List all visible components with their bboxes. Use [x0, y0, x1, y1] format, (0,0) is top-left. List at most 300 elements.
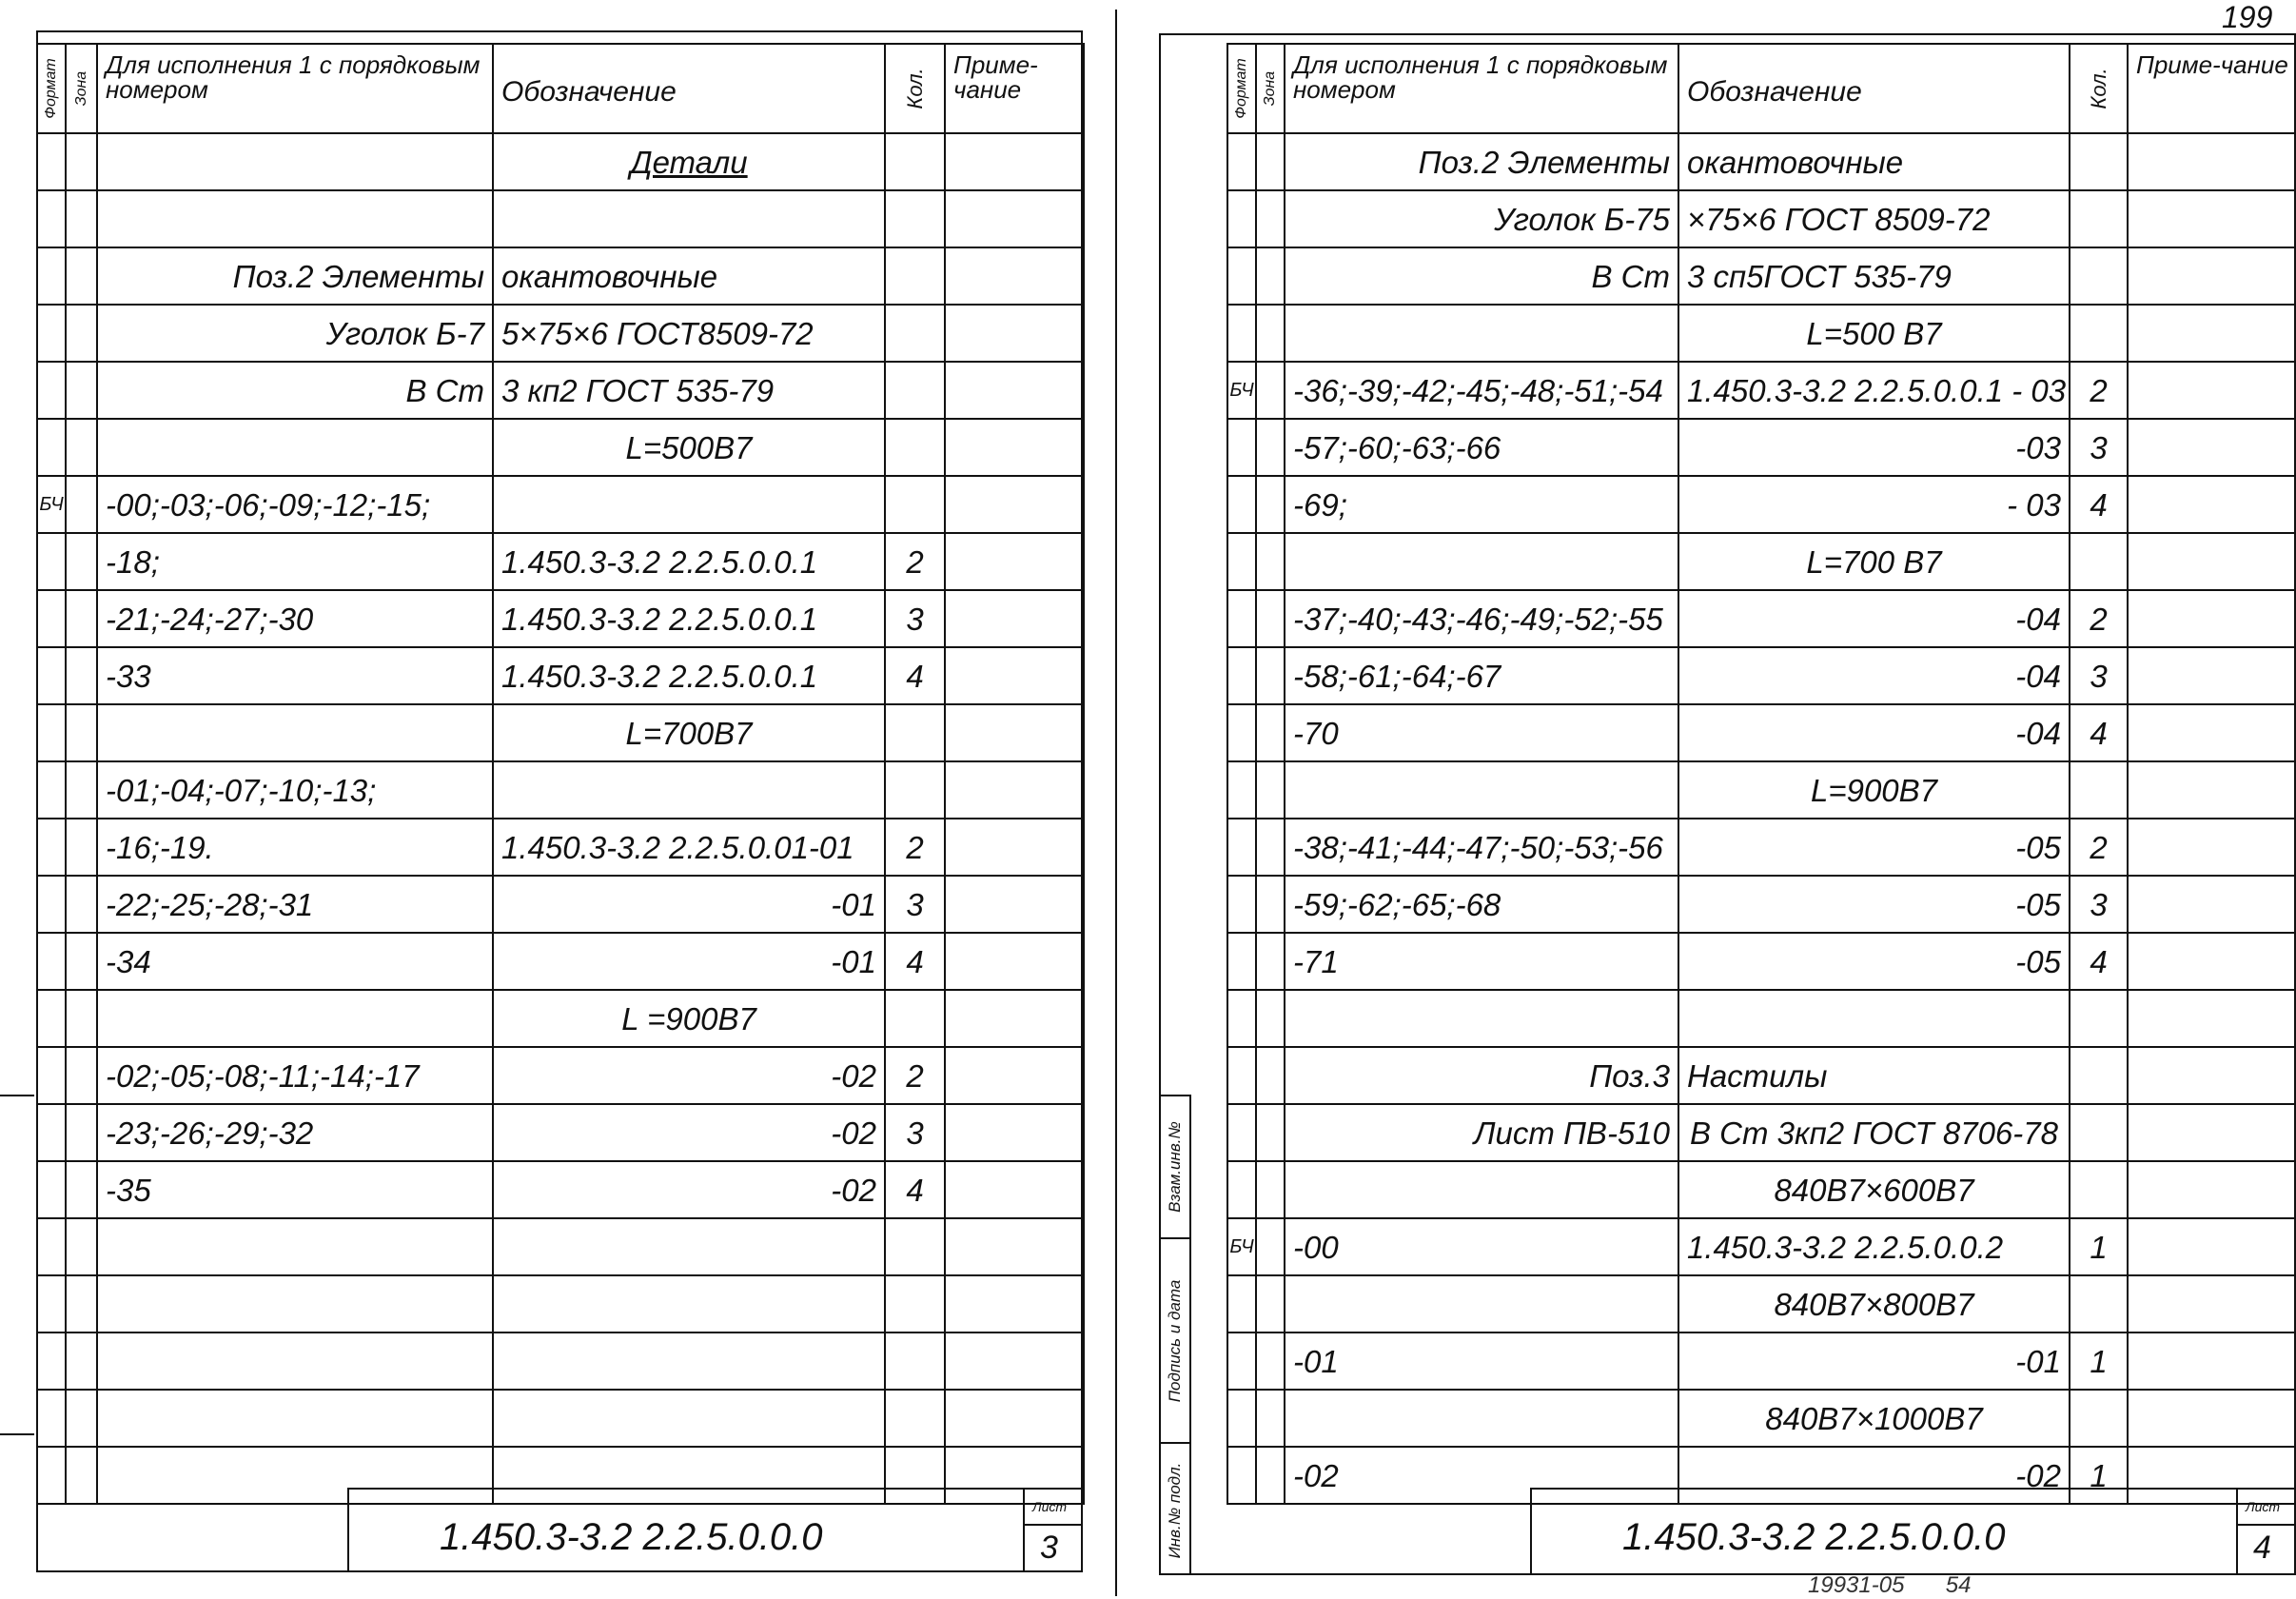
qty-cell: 4: [2070, 933, 2128, 990]
table-row: [1227, 476, 2296, 533]
designation-cell: [493, 190, 885, 247]
table-row: [37, 704, 1084, 761]
qty-cell: 2: [885, 1047, 945, 1104]
zone-cell: [66, 1047, 97, 1104]
table-header: [37, 44, 1084, 133]
table-row: [1227, 761, 2296, 819]
note-cell: [2128, 819, 2296, 876]
designation-cell: L=900В7: [1678, 761, 2070, 819]
format-cell: БЧ: [1227, 362, 1256, 419]
note-cell: [2128, 419, 2296, 476]
designation-cell: 1.450.3-3.2 2.2.5.0.0.1: [493, 533, 885, 590]
table-row: [1227, 819, 2296, 876]
table-row: [37, 1047, 1084, 1104]
zone-cell: [66, 1104, 97, 1161]
designation-cell: [493, 1332, 885, 1390]
format-cell: [1227, 876, 1256, 933]
qty-cell: [885, 133, 945, 190]
zone-cell: [1256, 590, 1285, 647]
zone-cell: [66, 647, 97, 704]
note-cell: [2128, 876, 2296, 933]
table-row: [1227, 1161, 2296, 1218]
format-cell: [37, 704, 66, 761]
format-cell: [1227, 1161, 1256, 1218]
designation-cell: L =900В7: [493, 990, 885, 1047]
designation-cell: -01: [493, 876, 885, 933]
designation-cell: [493, 761, 885, 819]
zone-cell: [66, 1161, 97, 1218]
page-number: 199: [2222, 0, 2273, 34]
execution-cell: -02: [1285, 1447, 1678, 1504]
title-code: 1.450.3-3.2 2.2.5.0.0.0: [440, 1516, 823, 1558]
designation-cell: - 03: [1678, 476, 2070, 533]
qty-cell: [885, 362, 945, 419]
note-cell: [2128, 1390, 2296, 1447]
qty-cell: 4: [885, 933, 945, 990]
note-cell: [945, 933, 1084, 990]
designation-cell: окантовочные: [1678, 133, 2070, 190]
note-cell: [945, 1390, 1084, 1447]
execution-cell: [1285, 761, 1678, 819]
header-designation: Обозначение: [1678, 44, 2070, 133]
format-cell: [37, 1218, 66, 1275]
qty-cell: [885, 1275, 945, 1332]
execution-cell: -18;: [97, 533, 493, 590]
qty-cell: [885, 305, 945, 362]
format-cell: [37, 133, 66, 190]
note-cell: [945, 819, 1084, 876]
designation-cell: -01: [493, 933, 885, 990]
note-cell: [945, 305, 1084, 362]
zone-cell: [1256, 476, 1285, 533]
format-cell: [37, 1447, 66, 1504]
format-cell: [37, 761, 66, 819]
qty-cell: 3: [885, 1104, 945, 1161]
table-row: [1227, 419, 2296, 476]
format-cell: [37, 1275, 66, 1332]
note-cell: [2128, 476, 2296, 533]
execution-cell: [1285, 1390, 1678, 1447]
note-cell: [2128, 590, 2296, 647]
note-cell: [2128, 1104, 2296, 1161]
note-cell: [2128, 761, 2296, 819]
sheet-number-cell: [1023, 1490, 1083, 1570]
zone-cell: [66, 704, 97, 761]
execution-cell: -01: [1285, 1332, 1678, 1390]
qty-cell: 3: [2070, 647, 2128, 704]
note-cell: [945, 533, 1084, 590]
qty-cell: [2070, 1275, 2128, 1332]
execution-cell: -69;: [1285, 476, 1678, 533]
note-cell: [2128, 647, 2296, 704]
execution-cell: [97, 1390, 493, 1447]
right-sheet: [1123, 0, 2296, 1596]
execution-cell: -00;-03;-06;-09;-12;-15;: [97, 476, 493, 533]
zone-cell: [66, 533, 97, 590]
qty-cell: [2070, 1390, 2128, 1447]
execution-cell: [1285, 1161, 1678, 1218]
title-code: 1.450.3-3.2 2.2.5.0.0.0: [1622, 1516, 2006, 1558]
execution-cell: -37;-40;-43;-46;-49;-52;-55: [1285, 590, 1678, 647]
stamp-cell-original-inv: Инв.№ подл.: [1166, 1462, 1184, 1559]
format-cell: [1227, 247, 1256, 305]
header-for-execution: Для исполнения 1 с порядковым номером: [97, 44, 493, 133]
execution-cell: -22;-25;-28;-31: [97, 876, 493, 933]
zone-cell: [1256, 1447, 1285, 1504]
execution-cell: -21;-24;-27;-30: [97, 590, 493, 647]
format-cell: [37, 1332, 66, 1390]
zone-cell: [1256, 1161, 1285, 1218]
zone-cell: [1256, 247, 1285, 305]
execution-cell: [97, 419, 493, 476]
header-qty: Кол.: [2070, 44, 2128, 133]
qty-cell: 2: [2070, 362, 2128, 419]
note-cell: [945, 647, 1084, 704]
designation-cell: -02: [493, 1104, 885, 1161]
execution-cell: В Ст: [97, 362, 493, 419]
execution-cell: В Ст: [1285, 247, 1678, 305]
qty-cell: 4: [2070, 704, 2128, 761]
sheet-label: Лист: [1032, 1499, 1068, 1514]
qty-cell: 4: [885, 1161, 945, 1218]
header-for-execution: Для исполнения 1 с порядковым номером: [1285, 44, 1678, 133]
designation-cell: -05: [1678, 876, 2070, 933]
note-cell: [945, 362, 1084, 419]
zone-cell: [1256, 1275, 1285, 1332]
qty-cell: 1: [2070, 1218, 2128, 1275]
designation-cell: -04: [1678, 590, 2070, 647]
designation-cell: -04: [1678, 647, 2070, 704]
execution-cell: Уголок Б-7: [97, 305, 493, 362]
table-row: [37, 190, 1084, 247]
execution-cell: [97, 1275, 493, 1332]
format-cell: [37, 419, 66, 476]
table-row: [37, 305, 1084, 362]
format-cell: [37, 590, 66, 647]
qty-cell: 4: [885, 647, 945, 704]
note-cell: [2128, 305, 2296, 362]
designation-cell: [493, 1390, 885, 1447]
qty-cell: [885, 247, 945, 305]
designation-cell: -03: [1678, 419, 2070, 476]
archive-page: 54: [1945, 1572, 1972, 1598]
format-cell: [1227, 419, 1256, 476]
format-cell: [37, 647, 66, 704]
designation-cell: -04: [1678, 704, 2070, 761]
sheet-number-cell: [2236, 1490, 2296, 1573]
zone-cell: [1256, 305, 1285, 362]
table-row: [1227, 704, 2296, 761]
note-cell: [945, 590, 1084, 647]
designation-cell: [493, 476, 885, 533]
zone-cell: [1256, 190, 1285, 247]
execution-cell: [97, 133, 493, 190]
note-cell: [945, 1332, 1084, 1390]
designation-cell: 1.450.3-3.2 2.2.5.0.0.1 - 03: [1678, 362, 2070, 419]
table-row: [1227, 1390, 2296, 1447]
qty-cell: [885, 990, 945, 1047]
designation-cell: -02: [1678, 1447, 2070, 1504]
note-cell: [2128, 1332, 2296, 1390]
zone-cell: [1256, 876, 1285, 933]
format-cell: [37, 1104, 66, 1161]
designation-cell: L=700 В7: [1678, 533, 2070, 590]
format-cell: [1227, 704, 1256, 761]
qty-cell: [2070, 305, 2128, 362]
table-row: [1227, 305, 2296, 362]
qty-cell: [885, 419, 945, 476]
execution-cell: -35: [97, 1161, 493, 1218]
table-row: [37, 1104, 1084, 1161]
zone-cell: [1256, 819, 1285, 876]
zone-cell: [1256, 990, 1285, 1047]
format-cell: [1227, 647, 1256, 704]
margin-tick: [0, 1433, 34, 1435]
qty-cell: [885, 476, 945, 533]
format-cell: [37, 1161, 66, 1218]
zone-cell: [1256, 1332, 1285, 1390]
header-designation: Обозначение: [493, 44, 885, 133]
note-cell: [2128, 990, 2296, 1047]
note-cell: [2128, 190, 2296, 247]
table-row: [1227, 990, 2296, 1047]
left-spec-table: [36, 43, 1085, 1505]
note-cell: [2128, 533, 2296, 590]
table-row: [1227, 362, 2296, 419]
format-cell: [37, 247, 66, 305]
note-cell: [2128, 1275, 2296, 1332]
table-row: [37, 476, 1084, 533]
format-cell: [1227, 190, 1256, 247]
qty-cell: [885, 1390, 945, 1447]
execution-cell: -23;-26;-29;-32: [97, 1104, 493, 1161]
qty-cell: 2: [885, 533, 945, 590]
zone-cell: [66, 1390, 97, 1447]
qty-cell: 1: [2070, 1447, 2128, 1504]
execution-cell: [97, 1218, 493, 1275]
zone-cell: [1256, 647, 1285, 704]
table-row: [37, 1390, 1084, 1447]
qty-cell: 2: [2070, 819, 2128, 876]
zone-cell: [1256, 761, 1285, 819]
format-cell: [37, 1047, 66, 1104]
note-cell: [2128, 133, 2296, 190]
table-row: [1227, 247, 2296, 305]
qty-cell: 2: [885, 819, 945, 876]
table-row: [37, 1275, 1084, 1332]
zone-cell: [66, 1447, 97, 1504]
table-header: [1227, 44, 2296, 133]
note-cell: [945, 419, 1084, 476]
archive-number: [1808, 1572, 1971, 1599]
format-cell: [1227, 1390, 1256, 1447]
note-cell: [945, 190, 1084, 247]
table-row: [1227, 1104, 2296, 1161]
designation-cell: [493, 1218, 885, 1275]
qty-cell: [2070, 1104, 2128, 1161]
table-row: [37, 761, 1084, 819]
execution-cell: -70: [1285, 704, 1678, 761]
table-row: [1227, 1332, 2296, 1390]
format-cell: [1227, 761, 1256, 819]
zone-cell: [66, 761, 97, 819]
table-row: [37, 819, 1084, 876]
designation-cell: 1.450.3-3.2 2.2.5.0.0.2: [1678, 1218, 2070, 1275]
execution-cell: -71: [1285, 933, 1678, 990]
stamp-cell-replaced-inv: Взам.инв.№: [1161, 1096, 1189, 1239]
header-note: Приме-чание: [945, 44, 1084, 133]
designation-cell: 840В7×1000В7: [1678, 1390, 2070, 1447]
designation-cell: 840В7×800В7: [1678, 1275, 2070, 1332]
note-cell: [2128, 1218, 2296, 1275]
table-row: [37, 1332, 1084, 1390]
zone-cell: [66, 819, 97, 876]
format-cell: [37, 990, 66, 1047]
execution-cell: [97, 1332, 493, 1390]
zone-cell: [1256, 1218, 1285, 1275]
note-cell: [945, 476, 1084, 533]
format-cell: [37, 533, 66, 590]
zone-cell: [1256, 419, 1285, 476]
execution-cell: Поз.3: [1285, 1047, 1678, 1104]
stamp-cell-signature-date: Подпись и дата: [1161, 1239, 1189, 1444]
qty-cell: [2070, 190, 2128, 247]
format-cell: [1227, 819, 1256, 876]
execution-cell: Поз.2 Элементы: [97, 247, 493, 305]
table-row: [37, 876, 1084, 933]
zone-cell: [1256, 704, 1285, 761]
execution-cell: [1285, 305, 1678, 362]
format-cell: [1227, 1447, 1256, 1504]
designation-cell: L=700В7: [493, 704, 885, 761]
note-cell: [945, 704, 1084, 761]
qty-cell: [2070, 247, 2128, 305]
execution-cell: Уголок Б-75: [1285, 190, 1678, 247]
format-cell: [37, 305, 66, 362]
note-cell: [2128, 247, 2296, 305]
designation-cell: 1.450.3-3.2 2.2.5.0.0.1: [493, 590, 885, 647]
note-cell: [2128, 362, 2296, 419]
qty-cell: [885, 1332, 945, 1390]
format-cell: [1227, 476, 1256, 533]
qty-cell: [885, 190, 945, 247]
table-row: [1227, 933, 2296, 990]
qty-cell: [2070, 990, 2128, 1047]
format-cell: [37, 190, 66, 247]
format-cell: [1227, 1104, 1256, 1161]
designation-cell: [493, 1275, 885, 1332]
format-cell: [1227, 990, 1256, 1047]
note-cell: [945, 990, 1084, 1047]
execution-cell: [97, 990, 493, 1047]
zone-cell: [66, 990, 97, 1047]
execution-cell: -02;-05;-08;-11;-14;-17: [97, 1047, 493, 1104]
designation-cell: L=500 В7: [1678, 305, 2070, 362]
format-cell: [37, 819, 66, 876]
execution-cell: [97, 704, 493, 761]
zone-cell: [66, 133, 97, 190]
left-title-block: [347, 1488, 1083, 1572]
table-row: [37, 419, 1084, 476]
table-row: [1227, 1218, 2296, 1275]
designation-cell: 5×75×6 ГОСТ8509-72: [493, 305, 885, 362]
qty-cell: [2070, 533, 2128, 590]
header-format: Формат: [37, 44, 66, 133]
designation-cell: Детали: [493, 133, 885, 190]
execution-cell: -34: [97, 933, 493, 990]
table-row: [1227, 876, 2296, 933]
designation-cell: -05: [1678, 819, 2070, 876]
archive-code: 19931-05: [1808, 1572, 1905, 1598]
format-cell: [1227, 305, 1256, 362]
execution-cell: [1285, 990, 1678, 1047]
qty-cell: 4: [2070, 476, 2128, 533]
sheet-label: Лист: [2246, 1499, 2281, 1514]
note-cell: [945, 1104, 1084, 1161]
header-note: Приме-чание: [2128, 44, 2296, 133]
designation-cell: -02: [493, 1047, 885, 1104]
zone-cell: [66, 876, 97, 933]
qty-cell: [885, 761, 945, 819]
qty-cell: 3: [885, 590, 945, 647]
note-cell: [945, 1161, 1084, 1218]
zone-cell: [1256, 933, 1285, 990]
zone-cell: [66, 933, 97, 990]
zone-cell: [1256, 533, 1285, 590]
qty-cell: [2070, 761, 2128, 819]
format-cell: [1227, 1332, 1256, 1390]
designation-cell: -02: [493, 1161, 885, 1218]
format-cell: [1227, 1275, 1256, 1332]
execution-cell: -36;-39;-42;-45;-48;-51;-54: [1285, 362, 1678, 419]
execution-cell: -33: [97, 647, 493, 704]
execution-cell: -16;-19.: [97, 819, 493, 876]
format-cell: [1227, 590, 1256, 647]
table-row: [37, 247, 1084, 305]
designation-cell: 3 кп2 ГОСТ 535-79: [493, 362, 885, 419]
note-cell: [2128, 704, 2296, 761]
execution-cell: Лист ПВ-510: [1285, 1104, 1678, 1161]
execution-cell: [1285, 1275, 1678, 1332]
zone-cell: [66, 190, 97, 247]
note-cell: [2128, 933, 2296, 990]
sheet-divider: [1115, 10, 1117, 1596]
table-row: [1227, 647, 2296, 704]
table-row: [1227, 190, 2296, 247]
format-cell: БЧ: [1227, 1218, 1256, 1275]
designation-cell: В Ст 3кп2 ГОСТ 8706-78: [1678, 1104, 2070, 1161]
zone-cell: [1256, 1047, 1285, 1104]
note-cell: [945, 876, 1084, 933]
left-sheet: [0, 0, 1123, 1596]
note-cell: [945, 1218, 1084, 1275]
zone-cell: [1256, 1104, 1285, 1161]
table-row: [37, 1161, 1084, 1218]
zone-cell: [66, 247, 97, 305]
zone-cell: [66, 476, 97, 533]
format-cell: [1227, 1047, 1256, 1104]
table-row: [37, 933, 1084, 990]
header-format: Формат: [1227, 44, 1256, 133]
zone-cell: [66, 362, 97, 419]
table-row: [1227, 1047, 2296, 1104]
header-zone: Зона: [1256, 44, 1285, 133]
qty-cell: [885, 704, 945, 761]
zone-cell: [66, 1275, 97, 1332]
qty-cell: [2070, 1047, 2128, 1104]
table-row: [37, 362, 1084, 419]
table-row: [37, 590, 1084, 647]
